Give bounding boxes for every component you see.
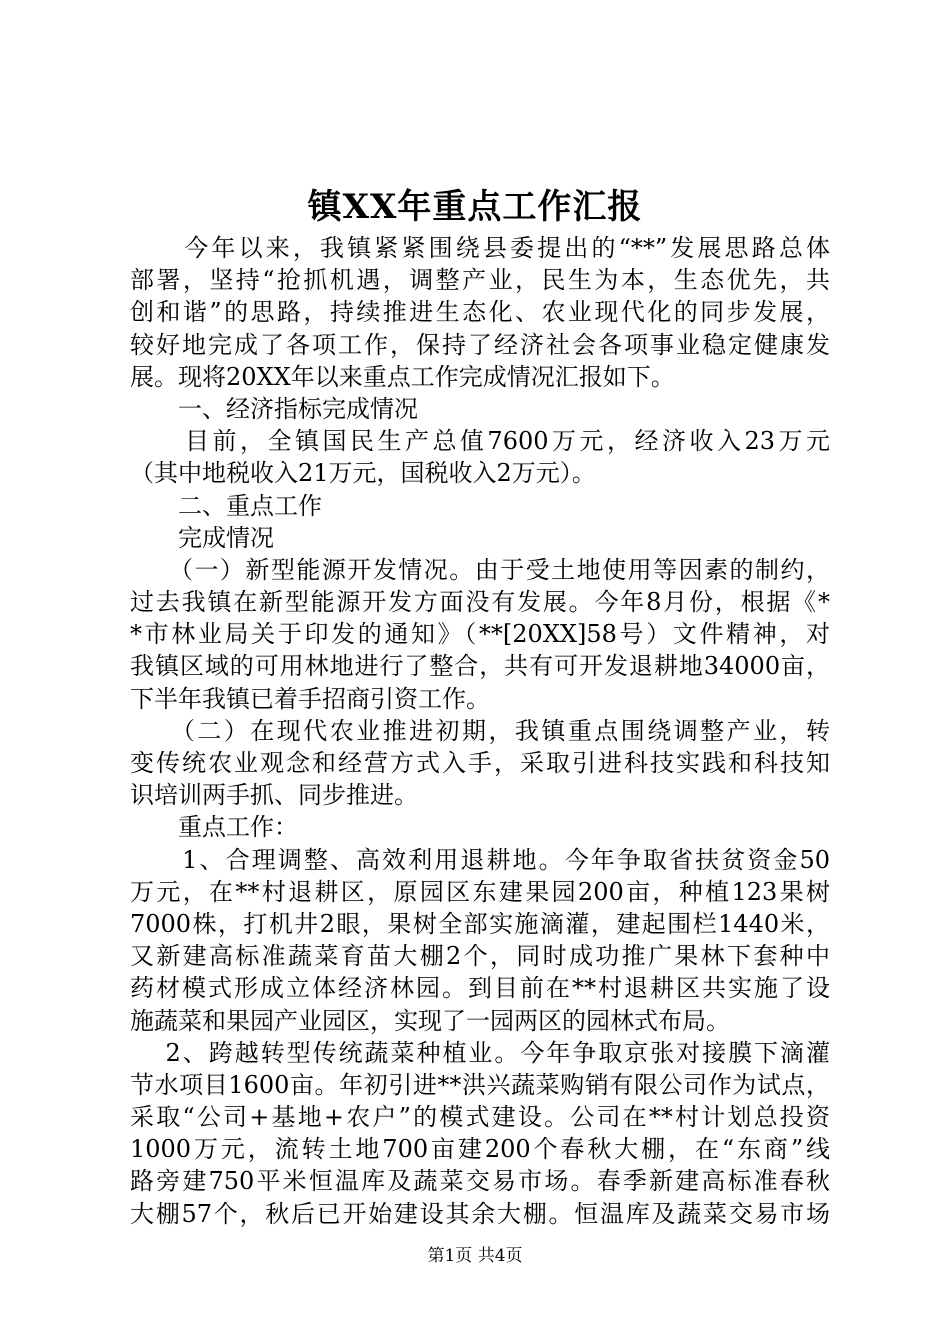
body-line: 部署，坚持“抢抓机遇，调整产业，民生为本，生态优先，共 — [130, 266, 830, 295]
body-line: 今年以来，我镇紧紧围绕县委提出的“**”发展思路总体 — [130, 234, 830, 262]
subsection-heading: 重点工作： — [130, 813, 298, 842]
document-body — [130, 232, 830, 1230]
section-heading: 二、重点工作 — [130, 491, 322, 520]
body-line: 施蔬菜和果园产业园区，实现了一园两区的园林式布局。 — [130, 1006, 730, 1035]
subsection-heading: 完成情况 — [130, 523, 274, 552]
page-footer: 第1页 共4页 — [427, 1246, 523, 1266]
body-line: 较好地完成了各项工作，保持了经济社会各项事业稳定健康发 — [130, 330, 830, 359]
body-line: 药材模式形成立体经济林园。到目前在**村退耕区共实施了设 — [130, 974, 830, 1003]
body-line: *市林业局关于印发的通知》（**[20XX]58号）文件精神，对 — [130, 620, 830, 649]
body-line: 又新建高标准蔬菜育苗大棚2个，同时成功推广果林下套种中 — [130, 942, 830, 971]
body-line: 1000万元，流转土地700亩建200个春秋大棚，在“东商”线 — [130, 1135, 830, 1164]
body-line: 路旁建750平米恒温库及蔬菜交易市场。春季新建高标准春秋 — [130, 1167, 830, 1196]
body-line: 1、合理调整、高效利用退耕地。今年争取省扶贫资金50 — [130, 845, 830, 874]
body-line: 2、跨越转型传统蔬菜种植业。今年争取京张对接膜下滴灌 — [130, 1038, 830, 1067]
body-line: 下半年我镇已着手招商引资工作。 — [130, 684, 490, 713]
document-title: 镇XX年重点工作汇报 — [307, 187, 643, 227]
body-line: （其中地税收入21万元，国税收入2万元）。 — [130, 459, 596, 488]
body-line: 变传统农业观念和经营方式入手，采取引进科技实践和科技知 — [130, 749, 830, 777]
body-line: 目前，全镇国民生产总值7600万元，经济收入23万元 — [130, 427, 830, 456]
body-line: 创和谐”的思路，持续推进生态化、农业现代化的同步发展， — [130, 298, 830, 327]
body-line: 万元，在**村退耕区，原园区东建果园200亩，种植123果树 — [130, 877, 830, 906]
section-heading: 一、经济指标完成情况 — [130, 394, 418, 423]
body-line: 我镇区域的可用林地进行了整合，共有可开发退耕地34000亩， — [130, 652, 830, 681]
body-line: 采取“公司+基地+农户”的模式建设。公司在**村计划总投资 — [130, 1103, 830, 1132]
body-line: 展。现将20XX年以来重点工作完成情况汇报如下。 — [130, 362, 675, 391]
body-line: 大棚57个，秋后已开始建设其余大棚。恒温库及蔬菜交易市场 — [130, 1199, 830, 1228]
body-line: 过去我镇在新型能源开发方面没有发展。今年8月份，根据《* — [130, 588, 830, 617]
body-line: 节水项目1600亩。年初引进**洪兴蔬菜购销有限公司作为试点， — [130, 1070, 830, 1099]
body-line: （二）在现代农业推进初期，我镇重点围绕调整产业，转 — [130, 716, 830, 745]
body-line: （一）新型能源开发情况。由于受土地使用等因素的制约， — [130, 555, 830, 584]
body-line: 7000株，打机井2眼，果树全部实施滴灌，建起围栏1440米， — [130, 909, 830, 938]
body-line: 识培训两手抓、同步推进。 — [130, 781, 418, 810]
